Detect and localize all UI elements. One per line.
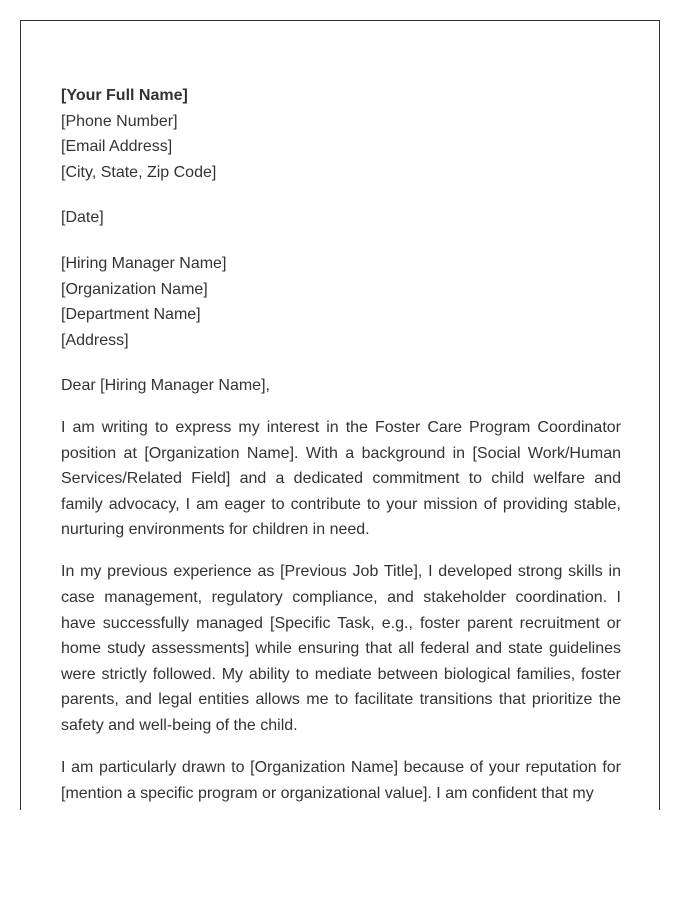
sender-block [61,83,621,185]
body-paragraph-3: I am particularly drawn to [Organization Name] because of your reputation for [mention a specific program or organizational value]. I am confident that my [61,759,621,802]
sender-name: [Your Full Name] [61,87,188,104]
body-paragraph-1: I am writing to express my interest in the Foster Care Program Coordinator position at [Organization Name]. With a background in [Social Work/Human Services/Related Field] and a dedicated commitment to child welfare and family advocacy, I am eager to contribute to your mission of providing stable, nurturing environments for children in need. [61,418,621,539]
sender-phone: [Phone Number] [61,112,178,130]
recipient-block [61,251,621,353]
salutation: Dear [Hiring Manager Name], [61,377,270,395]
body-paragraph-2: In my previous experience as [Previous Job Title], I developed strong skills in case management, regulatory compliance, and stakeholder coordination. I have successfully managed [Specific Task, e.g., foster parent recruitment or home study assessments] while ensuring that all federal and state guidelines were strictly followed. My ability to mediate between biological families, foster parents, and legal entities allows me to facilitate transitions that prioritize the safety and well-being of the child. [61,563,621,734]
recipient-department: [Department Name] [61,306,201,324]
letter-content [61,83,621,810]
sender-email: [Email Address] [61,138,173,156]
letter-date: [Date] [61,209,104,227]
salutation-block [61,373,621,399]
recipient-manager: [Hiring Manager Name] [61,254,227,272]
recipient-address: [Address] [61,331,129,349]
date-block [61,205,621,231]
sender-location: [City, State, Zip Code] [61,163,217,181]
recipient-organization: [Organization Name] [61,280,208,298]
letter-page [20,20,660,810]
